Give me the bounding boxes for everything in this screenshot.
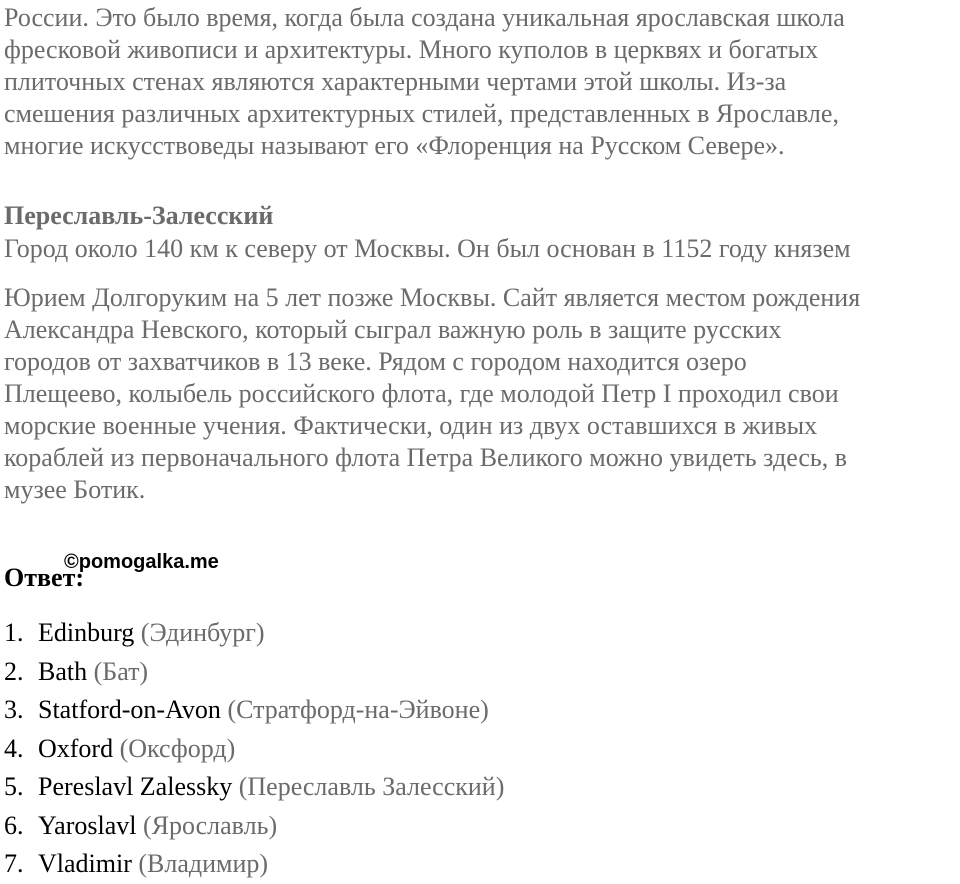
text-line: многие искусствоведы называют его «Флоренция на Русском Севере». — [4, 131, 785, 160]
item-russian: (Эдинбург) — [140, 618, 265, 647]
item-english: Statford-on-Avon — [38, 695, 221, 724]
text-line: Город около 140 км к северу от Москвы. Он был основан в 1152 году князем — [4, 234, 851, 263]
text-line: городов от захватчиков в 13 веке. Рядом с городом находится озеро — [4, 347, 747, 376]
item-russian: (Переславль Залесский) — [238, 772, 505, 801]
item-russian: (Ярославль) — [142, 810, 278, 840]
item-russian: (Бат) — [93, 656, 149, 686]
text-line: Плещеево, колыбель российского флота, где молодой Петр I проходил свои — [4, 379, 839, 408]
item-russian: (Стратфорд-на-Эйвоне) — [227, 695, 489, 724]
item-number: 6. — [4, 810, 24, 840]
text-line: морские военные учения. Фактически, один из двух оставшихся в живых — [4, 411, 818, 440]
item-english: Yaroslavl — [38, 810, 137, 840]
list-item — [4, 730, 504, 769]
item-russian: (Оксфорд) — [119, 733, 236, 763]
text-line: плиточных стенах являются характерными чертами этой школы. Из-за — [4, 67, 787, 96]
item-number: 5. — [4, 772, 24, 801]
text-line: России. Это было время, когда была создана уникальная ярославская школа — [4, 3, 845, 32]
list-item — [4, 845, 504, 884]
text-line: музее Ботик. — [4, 475, 146, 504]
text-line: кораблей из первоначального флота Петра Великого можно увидеть здесь, в — [4, 443, 848, 472]
item-english: Edinburg — [38, 618, 135, 647]
item-number: 3. — [4, 695, 24, 724]
answer-list — [4, 614, 504, 884]
answer-title: Ответ: — [4, 563, 85, 592]
text-line: Александра Невского, который сыграл важную роль в защите русских — [4, 315, 782, 344]
text-line: фресковой живописи и архитектуры. Много куполов в церквях и богатых — [4, 35, 819, 64]
paragraph-pereslavl — [4, 282, 860, 506]
text-line: Юрием Долгоруким на 5 лет позже Москвы. Сайт является местом рождения — [4, 283, 861, 312]
paragraph-yaroslavl — [4, 2, 845, 162]
section-heading-pereslavl: Переславль-Залесский — [4, 201, 274, 230]
item-number: 4. — [4, 733, 24, 763]
paragraph-pereslavl-first-line — [4, 233, 851, 265]
watermark: ©pomogalka.me — [64, 551, 219, 573]
list-item — [4, 691, 504, 730]
item-english: Oxford — [38, 733, 114, 763]
list-item — [4, 807, 504, 846]
item-english: Bath — [38, 656, 88, 686]
item-english: Vladimir — [38, 849, 132, 878]
list-item — [4, 614, 504, 653]
item-number: 2. — [4, 656, 24, 686]
item-english: Pereslavl Zalessky — [38, 772, 233, 801]
text-line: смешения различных архитектурных стилей, представленных в Ярославле, — [4, 99, 839, 128]
list-item — [4, 768, 504, 807]
item-russian: (Владимир) — [138, 849, 269, 878]
list-item — [4, 653, 504, 692]
item-number: 1. — [4, 618, 24, 647]
item-number: 7. — [4, 849, 24, 878]
